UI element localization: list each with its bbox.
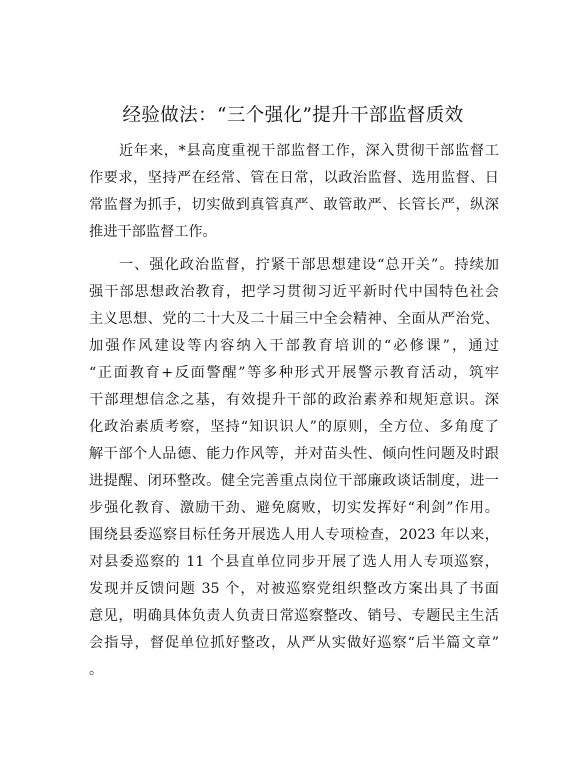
para2-line-13: 发现并反馈问题 35 个，对被巡察党组织整改方案出具了书面 (89, 581, 499, 597)
para2-line-7: 化政治素质考察，坚持“知识识人”的原则，全方位、多角度了 (89, 419, 499, 435)
para2-line-8: 解干部个人品德、能力作风等，并对苗头性、倾向性问题及时跟 (89, 446, 499, 462)
para2-line-4: 加强作风建设等内容纳入干部教育培训的“必修课”，通过 (89, 338, 499, 354)
para2-line-12: 对县委巡察的 11 个县直单位同步开展了选人用人专项巡察， (89, 554, 499, 570)
para2-line-2: 强干部思想政治教育，把学习贯彻习近平新时代中国特色社会 (89, 284, 499, 300)
para2-line-1: 一、强化政治监督，拧紧干部思想建设“总开关”。持续加 (119, 257, 499, 273)
para1-line-4: 推进干部监督工作。 (89, 224, 217, 240)
para2-line-15: 会指导，督促单位抓好整改，从严从实做好巡察“后半篇文章” (89, 635, 499, 651)
para1-line-3: 常监督为抓手，切实做到真管真严、敢管敢严、长管长严，纵深 (89, 197, 499, 213)
para1-line-1: 近年来，*县高度重视干部监督工作，深入贯彻干部监督工 (119, 143, 499, 159)
para2-line-14: 意见，明确具体负责人负责日常巡察整改、销号、专题民主生活 (89, 608, 499, 624)
para1-line-2: 作要求，坚持严在经常、管在日常，以政治监督、选用监督、日 (89, 170, 499, 186)
para2-line-10: 步强化教育、激励干劲、避免腐败，切实发挥好“利剑”作用。 (89, 500, 499, 516)
para2-line-5: “正面教育+反面警醒”等多种形式开展警示教育活动，筑牢 (89, 365, 499, 381)
para2-line-11: 围绕县委巡察目标任务开展选人用人专项检查，2023 年以来， (89, 527, 499, 543)
document-title: 经验做法：“三个强化”提升干部监督质效 (122, 105, 464, 126)
para2-line-6: 干部理想信念之基，有效提升干部的政治素养和规矩意识。深 (89, 392, 499, 408)
para2-line-9: 进提醒、闭环整改。健全完善重点岗位干部廉政谈话制度，进一 (89, 473, 499, 489)
para2-line-16: 。 (89, 662, 104, 678)
para2-line-3: 主义思想、党的二十大及二十届三中全会精神、全面从严治党、 (89, 311, 499, 327)
